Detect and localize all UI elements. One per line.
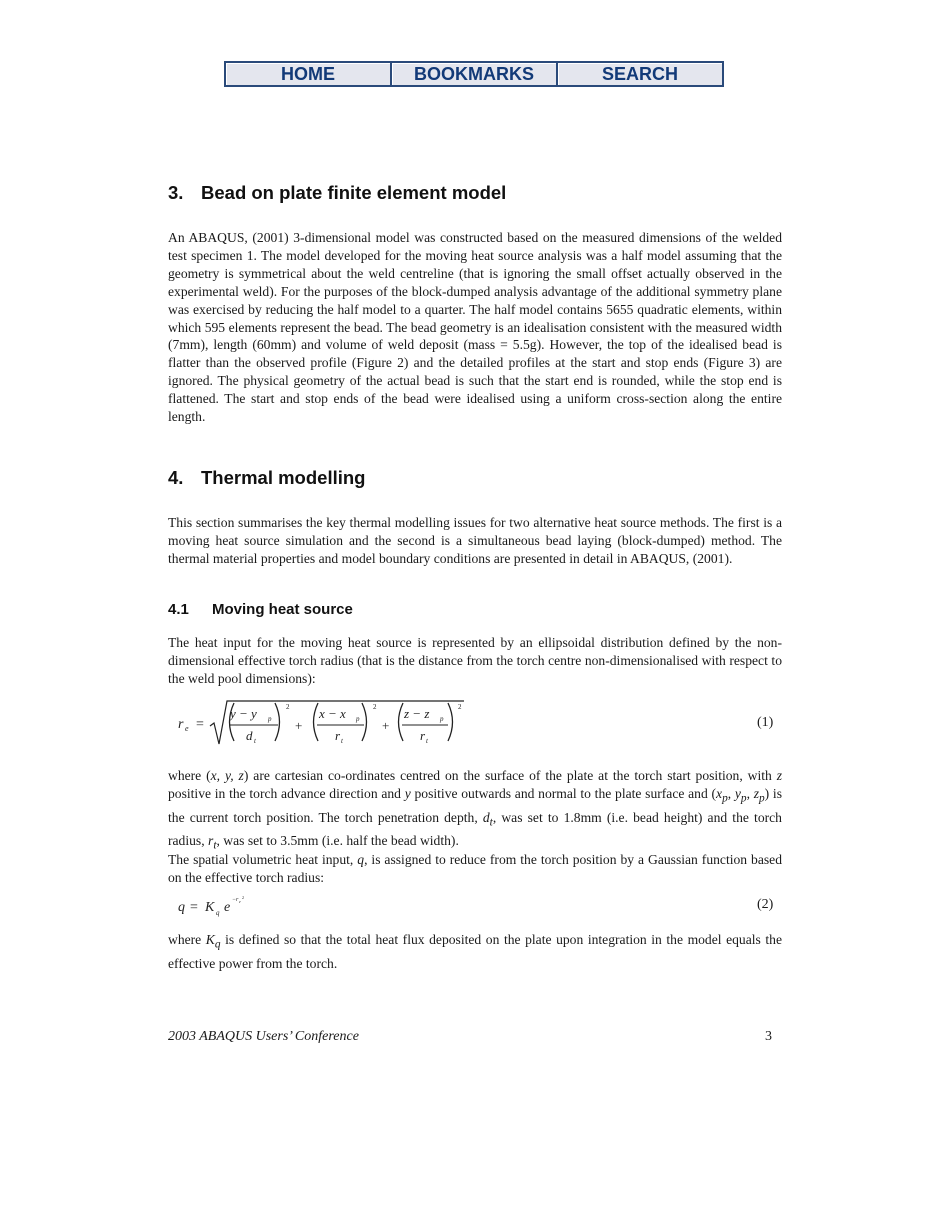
svg-text:e: e — [185, 724, 189, 733]
text-run: is defined so that the total heat flux deposited on the plate upon integration in the model equals the effective power from the torch. — [168, 932, 782, 971]
kq-definition-paragraph — [168, 931, 782, 973]
section-4-number: 4. — [168, 467, 184, 488]
subscript: q — [214, 938, 221, 951]
subscript: p — [740, 792, 747, 805]
svg-text:t: t — [341, 737, 343, 745]
svg-text:2: 2 — [286, 703, 290, 711]
variable: y — [404, 785, 411, 801]
svg-text:y − y: y − y — [230, 706, 257, 721]
svg-text:+: + — [382, 718, 390, 733]
home-button[interactable]: HOME — [226, 63, 392, 85]
text-run: ) is the current torch position. The torch penetration depth, — [168, 785, 782, 825]
svg-text:z − z: z − z — [404, 706, 430, 721]
subscript: p — [759, 792, 765, 805]
footer-conference: 2003 ABAQUS Users’ Conference — [168, 1029, 359, 1044]
bookmarks-button[interactable]: BOOKMARKS — [392, 63, 558, 85]
svg-text:−r: −r — [232, 897, 239, 903]
nav-bar — [224, 61, 724, 87]
section-4-title: Thermal modelling — [201, 467, 366, 488]
svg-text:r: r — [178, 717, 184, 732]
svg-text:t: t — [254, 737, 256, 745]
text-run: , was set to 1.8mm (i.e. bead height) and the torch radius, — [168, 809, 782, 849]
equation-1 — [172, 698, 472, 750]
variable: y — [734, 785, 741, 801]
svg-text:2: 2 — [242, 895, 244, 900]
page-number: 3 — [765, 1029, 772, 1044]
text-run: where ( — [168, 768, 211, 783]
section-3-paragraph: An ABAQUS, (2001) 3-dimensional model was constructed based on the measured dimensions of the welded test specimen 1. The model developed for the moving heat source analysis was a half model assuming that the geometry is symmetrical about the weld centreline (that is ignoring the small offset actually observed in the experimental weld). For the purposes of the block-dumped analysis advantage of the additional symmetry plane was exercised by reducing the half model to a quarter. The half model contains 5655 quadratic elements, within which 595 elements represent the bead. The bead geometry is an idealisation consistent with the measured width (7mm), length (60mm) and volume of weld deposit (mass = 5.5g). However, the top of the idealised bead is flatter than the observed profile (Figure 2) and the detailed profiles at the start and stop ends (Figure 3) are ignored. The physical geometry of the actual bead is such that the start end is rounded, while the stop end is flattened. The start and stop ends of the bead were idealised using a uniform cross-section along the entire length. — [168, 230, 782, 425]
subscript: t — [489, 816, 493, 829]
svg-text:=: = — [190, 900, 198, 915]
svg-text:t: t — [426, 737, 428, 745]
text-run: , is assigned to reduce from the torch position by a Gaussian function based on the effective torch radius: — [168, 852, 783, 885]
text-run: , — [746, 785, 754, 801]
moving-heat-source-intro: The heat input for the moving heat source is represented by an ellipsoidal distribution defined by the non-dimensional effective torch radius (that is the distance from the torch centre non-dimensionalised with respect to the weld pool dimensions): — [168, 635, 782, 686]
subscript: t — [213, 839, 217, 852]
variable: r — [208, 833, 214, 849]
variable: x — [716, 785, 723, 801]
svg-text:e: e — [239, 899, 241, 904]
svg-text:p: p — [356, 715, 360, 723]
section-4-1-number: 4.1 — [168, 601, 189, 618]
text-run: , was set to 3.5mm (i.e. half the bead width). — [216, 833, 459, 849]
section-3-title: Bead on plate finite element model — [201, 182, 507, 203]
search-button[interactable]: SEARCH — [558, 63, 722, 85]
text-run: , — [727, 785, 735, 801]
equation-1-number: (1) — [757, 715, 774, 730]
section-4-heading — [168, 467, 365, 489]
section-3-number: 3. — [168, 182, 184, 203]
section-4-paragraph: This section summarises the key thermal modelling issues for two alternative heat source methods. The first is a moving heat source simulation and the second is a simultaneous bead laying (block-dumped) method. The thermal material properties and model boundary conditions are presented in detail in ABAQUS, (2001). — [168, 515, 782, 566]
section-3-heading — [168, 182, 506, 204]
variable: K — [205, 932, 215, 947]
svg-text:=: = — [196, 717, 204, 732]
variable: d — [482, 809, 490, 825]
text-run: positive outwards and normal to the plate surface and ( — [410, 785, 717, 801]
svg-text:r: r — [335, 728, 341, 743]
variable: z — [776, 768, 783, 783]
subscript: p — [722, 792, 728, 805]
spatial-heat-paragraph — [168, 851, 782, 887]
svg-text:e: e — [224, 900, 231, 915]
variable: z — [753, 785, 759, 801]
text-run: where — [168, 932, 206, 947]
svg-text:2: 2 — [458, 703, 462, 711]
svg-text:+: + — [295, 718, 303, 733]
svg-text:p: p — [440, 715, 444, 723]
svg-text:x − x: x − x — [319, 706, 346, 721]
text-run: ) are cartesian co-ordinates centred on the surface of the plate at the torch start position, with — [243, 768, 777, 783]
text-run: positive in the torch advance direction and — [168, 785, 405, 801]
svg-text:q: q — [216, 909, 220, 917]
svg-text:K: K — [205, 900, 215, 915]
svg-text:r: r — [420, 728, 426, 743]
svg-text:2: 2 — [373, 703, 377, 711]
svg-text:d: d — [246, 728, 253, 743]
svg-text:p: p — [268, 715, 272, 723]
svg-text:q: q — [178, 900, 185, 915]
variable: x, y, z — [210, 768, 244, 783]
section-4-1-heading — [168, 601, 353, 618]
variables-paragraph — [168, 767, 782, 856]
variable: q — [357, 852, 365, 867]
section-4-1-title: Moving heat source — [212, 601, 353, 618]
equation-2 — [176, 892, 276, 920]
text-run: The spatial volumetric heat input, — [168, 852, 358, 867]
equation-2-number: (2) — [757, 897, 774, 912]
